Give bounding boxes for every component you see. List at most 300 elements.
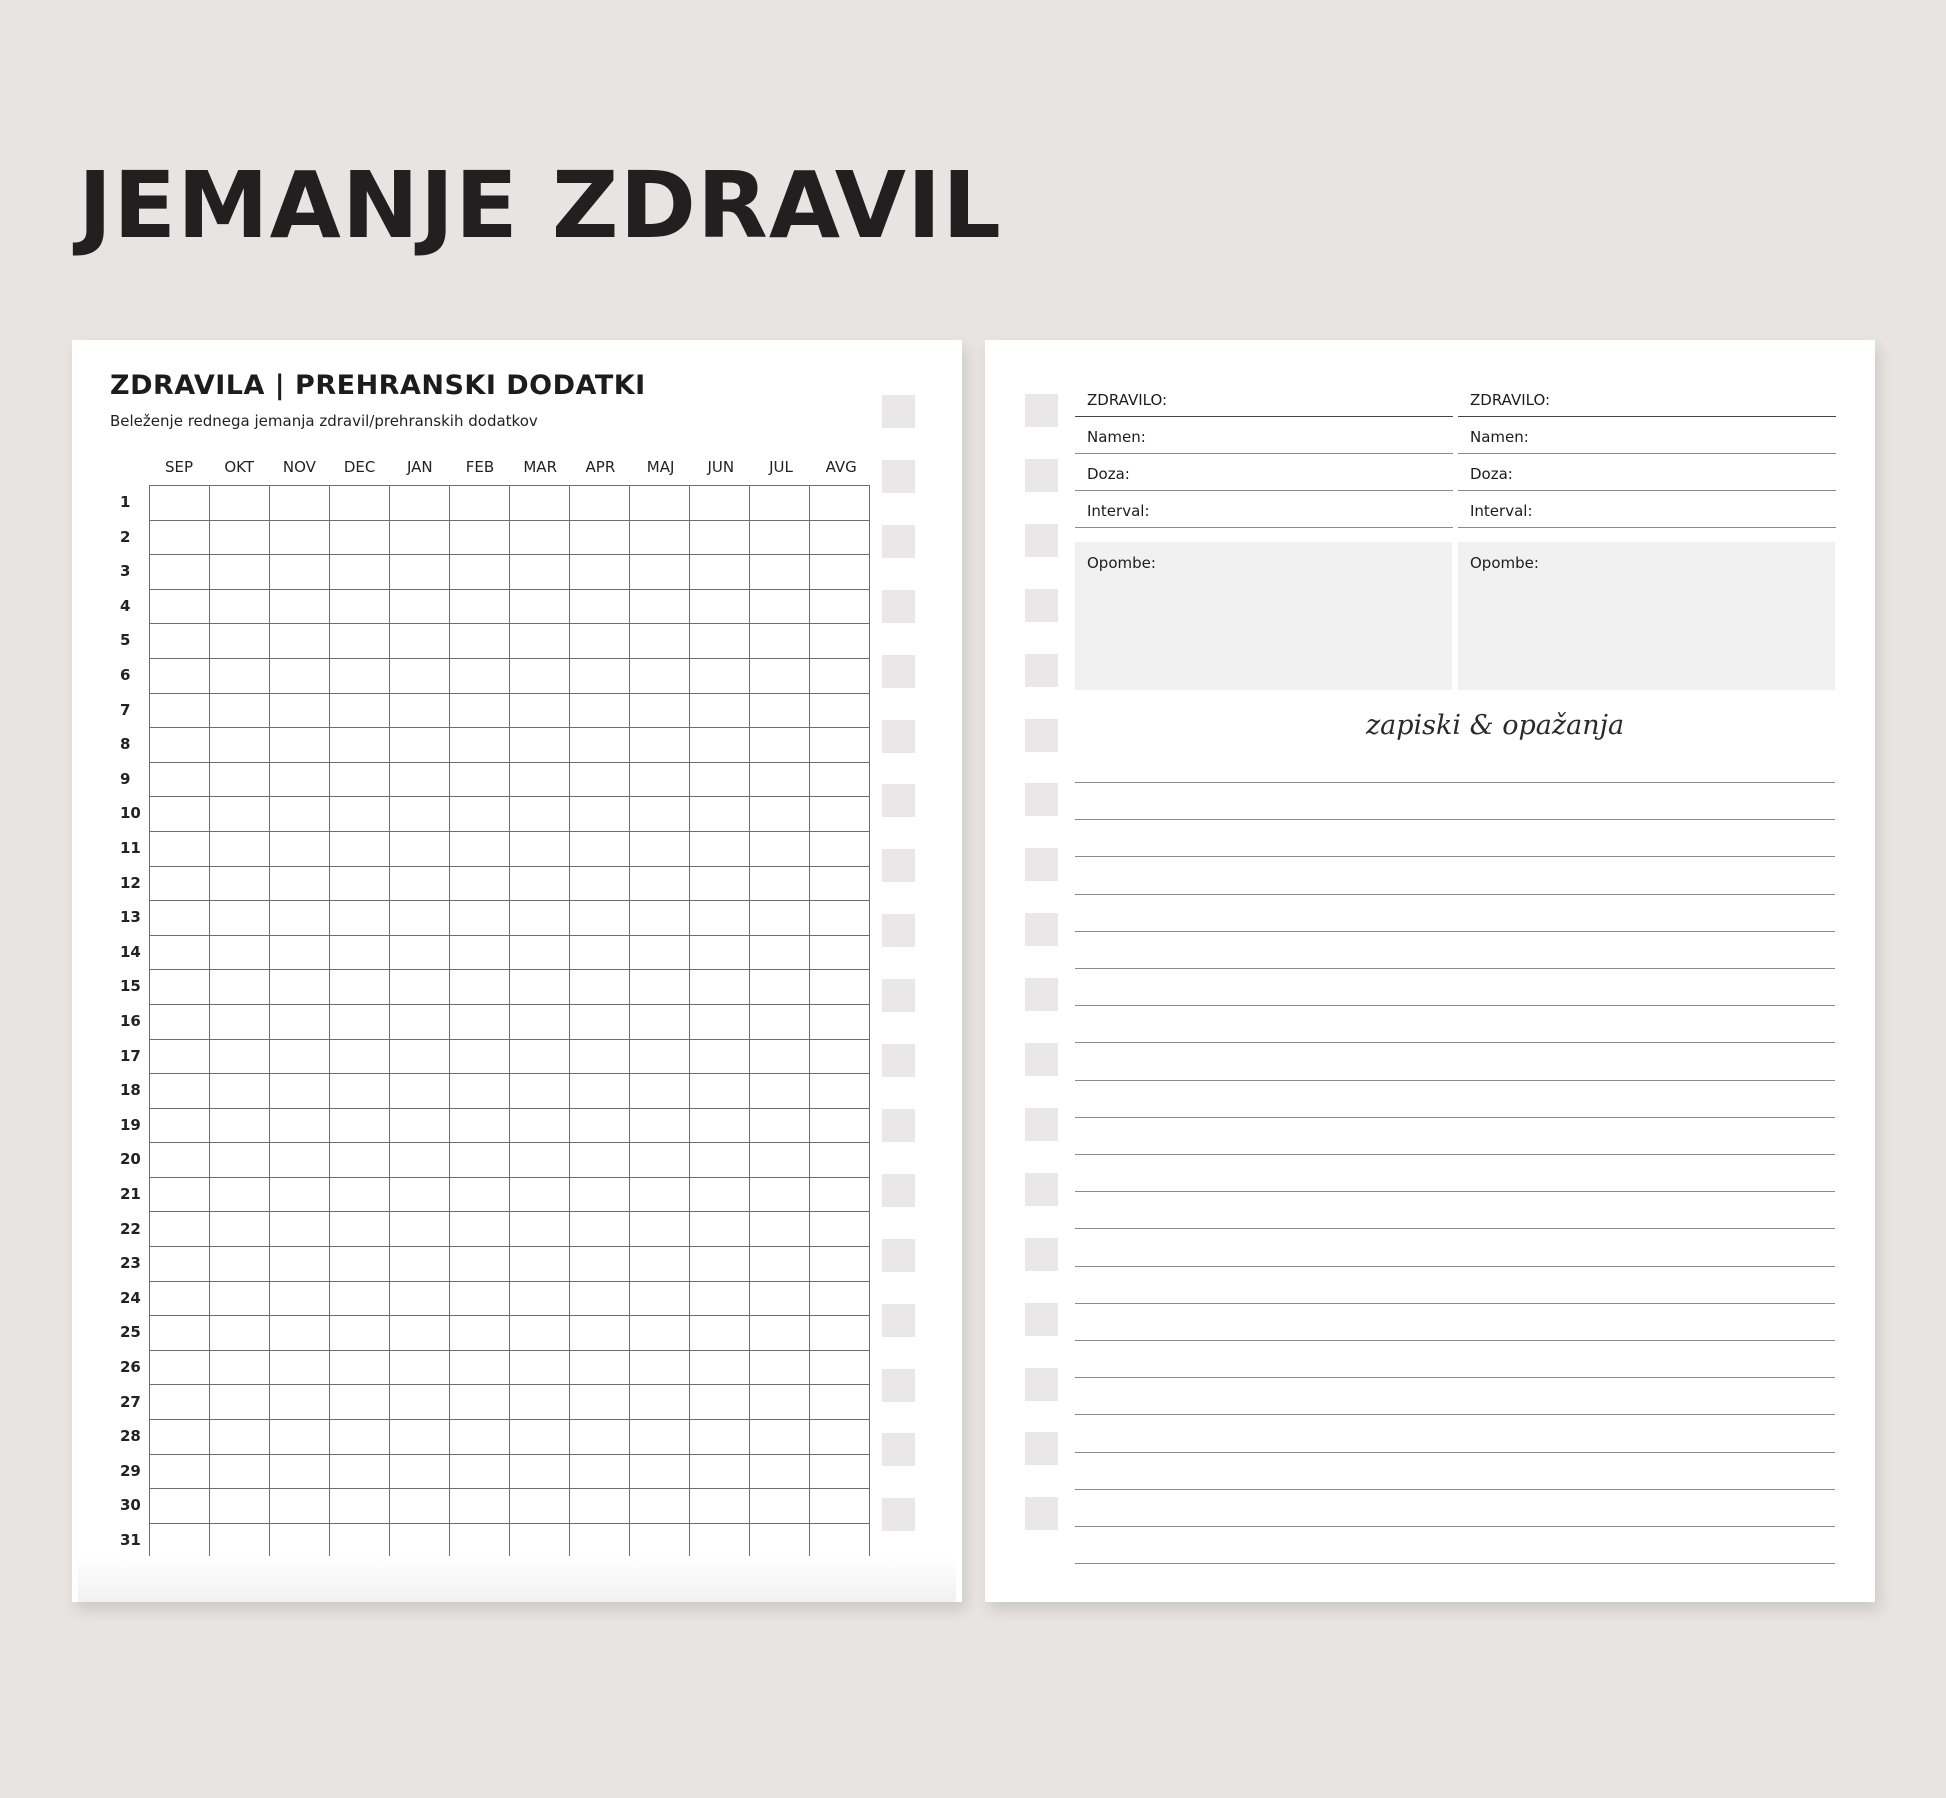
tracker-cell[interactable] — [810, 1247, 870, 1282]
tracker-cell[interactable] — [570, 624, 630, 659]
tracker-cell[interactable] — [750, 866, 810, 901]
ruled-line[interactable] — [1075, 1266, 1835, 1267]
tracker-cell[interactable] — [390, 1420, 450, 1455]
tracker-cell[interactable] — [210, 1420, 270, 1455]
tracker-cell[interactable] — [150, 624, 210, 659]
ruled-line[interactable] — [1075, 931, 1835, 932]
tracker-cell[interactable] — [450, 520, 510, 555]
tracker-cell[interactable] — [810, 1454, 870, 1489]
tracker-cell[interactable] — [510, 486, 570, 521]
tracker-cell[interactable] — [210, 935, 270, 970]
tracker-cell[interactable] — [570, 1281, 630, 1316]
tracker-cell[interactable] — [270, 797, 330, 832]
tracker-cell[interactable] — [810, 901, 870, 936]
tracker-cell[interactable] — [690, 797, 750, 832]
tracker-cell[interactable] — [210, 762, 270, 797]
field-doza[interactable]: Doza: — [1458, 454, 1836, 491]
tracker-cell[interactable] — [390, 555, 450, 590]
tracker-cell[interactable] — [750, 658, 810, 693]
tracker-cell[interactable] — [810, 555, 870, 590]
tracker-cell[interactable] — [150, 901, 210, 936]
tracker-cell[interactable] — [450, 1489, 510, 1524]
tracker-cell[interactable] — [150, 589, 210, 624]
tracker-cell[interactable] — [210, 1523, 270, 1558]
tracker-cell[interactable] — [450, 901, 510, 936]
tracker-cell[interactable] — [750, 1454, 810, 1489]
tracker-cell[interactable] — [150, 1454, 210, 1489]
tracker-cell[interactable] — [390, 658, 450, 693]
tracker-cell[interactable] — [750, 1247, 810, 1282]
tracker-cell[interactable] — [630, 1108, 690, 1143]
tracker-cell[interactable] — [570, 1074, 630, 1109]
tracker-cell[interactable] — [630, 1350, 690, 1385]
tracker-cell[interactable] — [510, 901, 570, 936]
tracker-cell[interactable] — [630, 970, 690, 1005]
notes-box-1[interactable]: Opombe: — [1075, 542, 1452, 690]
tracker-cell[interactable] — [750, 1039, 810, 1074]
tracker-cell[interactable] — [390, 1074, 450, 1109]
notes-box-2[interactable]: Opombe: — [1458, 542, 1835, 690]
tracker-cell[interactable] — [330, 1420, 390, 1455]
tracker-cell[interactable] — [810, 1385, 870, 1420]
tracker-cell[interactable] — [510, 1350, 570, 1385]
tracker-cell[interactable] — [210, 555, 270, 590]
ruled-line[interactable] — [1075, 1452, 1835, 1453]
tracker-cell[interactable] — [750, 624, 810, 659]
tracker-cell[interactable] — [450, 1281, 510, 1316]
tracker-cell[interactable] — [750, 520, 810, 555]
tracker-cell[interactable] — [510, 1212, 570, 1247]
tracker-cell[interactable] — [150, 693, 210, 728]
tracker-cell[interactable] — [210, 1316, 270, 1351]
tracker-cell[interactable] — [690, 520, 750, 555]
tracker-cell[interactable] — [630, 1212, 690, 1247]
tracker-cell[interactable] — [330, 1108, 390, 1143]
tracker-cell[interactable] — [810, 1074, 870, 1109]
tracker-cell[interactable] — [510, 555, 570, 590]
tracker-cell[interactable] — [630, 1385, 690, 1420]
tracker-cell[interactable] — [630, 762, 690, 797]
tracker-cell[interactable] — [390, 1247, 450, 1282]
tracker-cell[interactable] — [510, 866, 570, 901]
tracker-cell[interactable] — [210, 1281, 270, 1316]
tracker-cell[interactable] — [450, 762, 510, 797]
tracker-cell[interactable] — [150, 831, 210, 866]
tracker-cell[interactable] — [570, 1247, 630, 1282]
tracker-cell[interactable] — [570, 1489, 630, 1524]
tracker-cell[interactable] — [330, 589, 390, 624]
tracker-cell[interactable] — [390, 486, 450, 521]
tracker-cell[interactable] — [390, 1039, 450, 1074]
tracker-cell[interactable] — [750, 1143, 810, 1178]
tracker-cell[interactable] — [630, 520, 690, 555]
tracker-cell[interactable] — [270, 1420, 330, 1455]
tracker-cell[interactable] — [390, 728, 450, 763]
tracker-cell[interactable] — [450, 1247, 510, 1282]
tracker-cell[interactable] — [390, 693, 450, 728]
tracker-cell[interactable] — [150, 935, 210, 970]
tracker-cell[interactable] — [390, 1177, 450, 1212]
tracker-cell[interactable] — [690, 1281, 750, 1316]
tracker-cell[interactable] — [810, 1489, 870, 1524]
tracker-cell[interactable] — [630, 693, 690, 728]
tracker-cell[interactable] — [630, 901, 690, 936]
ruled-line[interactable] — [1075, 1340, 1835, 1341]
tracker-cell[interactable] — [690, 1212, 750, 1247]
tracker-cell[interactable] — [390, 866, 450, 901]
tracker-cell[interactable] — [330, 486, 390, 521]
tracker-cell[interactable] — [390, 624, 450, 659]
tracker-cell[interactable] — [690, 658, 750, 693]
tracker-cell[interactable] — [510, 1523, 570, 1558]
tracker-cell[interactable] — [150, 1523, 210, 1558]
tracker-cell[interactable] — [330, 728, 390, 763]
tracker-cell[interactable] — [150, 866, 210, 901]
tracker-cell[interactable] — [510, 1420, 570, 1455]
tracker-cell[interactable] — [270, 1108, 330, 1143]
tracker-cell[interactable] — [270, 901, 330, 936]
tracker-cell[interactable] — [210, 1454, 270, 1489]
tracker-cell[interactable] — [150, 1350, 210, 1385]
tracker-cell[interactable] — [750, 1281, 810, 1316]
tracker-cell[interactable] — [510, 1177, 570, 1212]
tracker-cell[interactable] — [390, 970, 450, 1005]
tracker-cell[interactable] — [450, 555, 510, 590]
tracker-cell[interactable] — [750, 1108, 810, 1143]
tracker-cell[interactable] — [390, 1316, 450, 1351]
ruled-line[interactable] — [1075, 1489, 1835, 1490]
tracker-cell[interactable] — [630, 831, 690, 866]
tracker-cell[interactable] — [450, 1523, 510, 1558]
tracker-cell[interactable] — [750, 1316, 810, 1351]
tracker-cell[interactable] — [570, 1212, 630, 1247]
tracker-cell[interactable] — [330, 831, 390, 866]
tracker-cell[interactable] — [690, 970, 750, 1005]
ruled-line[interactable] — [1075, 1154, 1835, 1155]
tracker-cell[interactable] — [390, 935, 450, 970]
tracker-cell[interactable] — [330, 1039, 390, 1074]
tracker-cell[interactable] — [630, 1281, 690, 1316]
tracker-cell[interactable] — [210, 1074, 270, 1109]
tracker-cell[interactable] — [270, 486, 330, 521]
ruled-line[interactable] — [1075, 1563, 1835, 1564]
tracker-cell[interactable] — [210, 1247, 270, 1282]
tracker-cell[interactable] — [150, 762, 210, 797]
ruled-line[interactable] — [1075, 968, 1835, 969]
ruled-line[interactable] — [1075, 1191, 1835, 1192]
tracker-cell[interactable] — [630, 1039, 690, 1074]
tracker-cell[interactable] — [510, 1108, 570, 1143]
tracker-cell[interactable] — [270, 1489, 330, 1524]
tracker-cell[interactable] — [210, 831, 270, 866]
tracker-cell[interactable] — [630, 658, 690, 693]
tracker-cell[interactable] — [570, 555, 630, 590]
tracker-cell[interactable] — [270, 935, 330, 970]
tracker-cell[interactable] — [570, 1316, 630, 1351]
tracker-cell[interactable] — [150, 1420, 210, 1455]
ruled-line[interactable] — [1075, 894, 1835, 895]
ruled-line[interactable] — [1075, 1303, 1835, 1304]
tracker-cell[interactable] — [210, 624, 270, 659]
field-interval[interactable]: Interval: — [1458, 491, 1836, 528]
tracker-cell[interactable] — [570, 520, 630, 555]
tracker-cell[interactable] — [690, 1247, 750, 1282]
tracker-cell[interactable] — [510, 1247, 570, 1282]
tracker-cell[interactable] — [570, 1385, 630, 1420]
tracker-cell[interactable] — [390, 1489, 450, 1524]
tracker-cell[interactable] — [690, 1316, 750, 1351]
field-zdravilo[interactable]: ZDRAVILO: — [1075, 380, 1453, 417]
tracker-cell[interactable] — [750, 1177, 810, 1212]
tracker-cell[interactable] — [210, 1039, 270, 1074]
tracker-cell[interactable] — [150, 1004, 210, 1039]
tracker-cell[interactable] — [330, 658, 390, 693]
tracker-cell[interactable] — [510, 935, 570, 970]
tracker-cell[interactable] — [210, 658, 270, 693]
tracker-cell[interactable] — [450, 970, 510, 1005]
tracker-cell[interactable] — [210, 589, 270, 624]
tracker-cell[interactable] — [270, 624, 330, 659]
tracker-cell[interactable] — [570, 970, 630, 1005]
tracker-cell[interactable] — [210, 728, 270, 763]
tracker-cell[interactable] — [750, 901, 810, 936]
tracker-cell[interactable] — [150, 1177, 210, 1212]
tracker-cell[interactable] — [150, 1489, 210, 1524]
tracker-cell[interactable] — [270, 1212, 330, 1247]
tracker-cell[interactable] — [330, 520, 390, 555]
tracker-cell[interactable] — [390, 1212, 450, 1247]
tracker-cell[interactable] — [210, 1143, 270, 1178]
tracker-cell[interactable] — [690, 1177, 750, 1212]
tracker-cell[interactable] — [750, 693, 810, 728]
tracker-cell[interactable] — [810, 520, 870, 555]
tracker-cell[interactable] — [630, 1454, 690, 1489]
tracker-cell[interactable] — [330, 762, 390, 797]
tracker-cell[interactable] — [150, 1281, 210, 1316]
tracker-cell[interactable] — [270, 1523, 330, 1558]
tracker-cell[interactable] — [630, 1143, 690, 1178]
tracker-cell[interactable] — [330, 1074, 390, 1109]
tracker-cell[interactable] — [750, 762, 810, 797]
tracker-cell[interactable] — [510, 520, 570, 555]
tracker-cell[interactable] — [150, 520, 210, 555]
tracker-cell[interactable] — [450, 1074, 510, 1109]
ruled-line[interactable] — [1075, 1414, 1835, 1415]
tracker-cell[interactable] — [690, 1074, 750, 1109]
tracker-cell[interactable] — [150, 1143, 210, 1178]
tracker-cell[interactable] — [630, 1316, 690, 1351]
tracker-cell[interactable] — [810, 866, 870, 901]
tracker-cell[interactable] — [690, 901, 750, 936]
tracker-cell[interactable] — [630, 1074, 690, 1109]
tracker-cell[interactable] — [270, 1177, 330, 1212]
tracker-cell[interactable] — [390, 1281, 450, 1316]
tracker-cell[interactable] — [270, 1039, 330, 1074]
tracker-cell[interactable] — [510, 1281, 570, 1316]
ruled-line[interactable] — [1075, 1526, 1835, 1527]
tracker-cell[interactable] — [270, 589, 330, 624]
tracker-cell[interactable] — [750, 728, 810, 763]
tracker-cell[interactable] — [510, 728, 570, 763]
tracker-cell[interactable] — [570, 589, 630, 624]
tracker-cell[interactable] — [510, 658, 570, 693]
tracker-cell[interactable] — [510, 1039, 570, 1074]
tracker-cell[interactable] — [570, 762, 630, 797]
tracker-cell[interactable] — [270, 1454, 330, 1489]
tracker-cell[interactable] — [390, 1350, 450, 1385]
tracker-cell[interactable] — [570, 693, 630, 728]
tracker-cell[interactable] — [690, 831, 750, 866]
tracker-cell[interactable] — [570, 1108, 630, 1143]
tracker-cell[interactable] — [690, 1385, 750, 1420]
tracker-cell[interactable] — [450, 693, 510, 728]
tracker-cell[interactable] — [210, 486, 270, 521]
tracker-cell[interactable] — [210, 901, 270, 936]
tracker-cell[interactable] — [630, 935, 690, 970]
tracker-cell[interactable] — [210, 866, 270, 901]
tracker-cell[interactable] — [750, 589, 810, 624]
tracker-cell[interactable] — [210, 693, 270, 728]
tracker-cell[interactable] — [270, 1316, 330, 1351]
tracker-cell[interactable] — [570, 797, 630, 832]
tracker-cell[interactable] — [450, 1454, 510, 1489]
tracker-cell[interactable] — [630, 486, 690, 521]
tracker-cell[interactable] — [630, 1489, 690, 1524]
tracker-cell[interactable] — [510, 762, 570, 797]
tracker-cell[interactable] — [810, 797, 870, 832]
tracker-cell[interactable] — [390, 797, 450, 832]
tracker-cell[interactable] — [570, 1454, 630, 1489]
tracker-cell[interactable] — [750, 1523, 810, 1558]
tracker-cell[interactable] — [570, 1350, 630, 1385]
tracker-cell[interactable] — [810, 1316, 870, 1351]
tracker-cell[interactable] — [810, 970, 870, 1005]
tracker-cell[interactable] — [630, 1247, 690, 1282]
tracker-cell[interactable] — [450, 1039, 510, 1074]
tracker-cell[interactable] — [750, 1212, 810, 1247]
ruled-line[interactable] — [1075, 1005, 1835, 1006]
tracker-cell[interactable] — [810, 831, 870, 866]
tracker-cell[interactable] — [210, 1489, 270, 1524]
tracker-cell[interactable] — [150, 658, 210, 693]
tracker-cell[interactable] — [270, 866, 330, 901]
tracker-cell[interactable] — [810, 1420, 870, 1455]
tracker-cell[interactable] — [270, 1143, 330, 1178]
tracker-cell[interactable] — [150, 486, 210, 521]
tracker-cell[interactable] — [690, 1420, 750, 1455]
tracker-cell[interactable] — [510, 589, 570, 624]
tracker-cell[interactable] — [510, 1316, 570, 1351]
tracker-cell[interactable] — [390, 1385, 450, 1420]
tracker-cell[interactable] — [390, 1143, 450, 1178]
tracker-cell[interactable] — [810, 1281, 870, 1316]
tracker-cell[interactable] — [750, 1074, 810, 1109]
tracker-cell[interactable] — [270, 1074, 330, 1109]
tracker-cell[interactable] — [570, 1420, 630, 1455]
tracker-cell[interactable] — [390, 831, 450, 866]
tracker-cell[interactable] — [330, 1004, 390, 1039]
field-namen[interactable]: Namen: — [1458, 417, 1836, 454]
tracker-cell[interactable] — [330, 970, 390, 1005]
tracker-cell[interactable] — [690, 762, 750, 797]
tracker-cell[interactable] — [810, 486, 870, 521]
tracker-cell[interactable] — [750, 1420, 810, 1455]
tracker-cell[interactable] — [570, 658, 630, 693]
tracker-cell[interactable] — [750, 1489, 810, 1524]
tracker-cell[interactable] — [150, 797, 210, 832]
tracker-cell[interactable] — [810, 658, 870, 693]
tracker-cell[interactable] — [270, 555, 330, 590]
tracker-cell[interactable] — [150, 728, 210, 763]
ruled-line[interactable] — [1075, 1228, 1835, 1229]
tracker-cell[interactable] — [750, 555, 810, 590]
tracker-cell[interactable] — [450, 486, 510, 521]
tracker-cell[interactable] — [810, 624, 870, 659]
tracker-cell[interactable] — [450, 1143, 510, 1178]
ruled-line[interactable] — [1075, 1117, 1835, 1118]
tracker-cell[interactable] — [630, 589, 690, 624]
tracker-cell[interactable] — [330, 797, 390, 832]
tracker-cell[interactable] — [690, 589, 750, 624]
tracker-cell[interactable] — [750, 831, 810, 866]
tracker-cell[interactable] — [210, 1350, 270, 1385]
tracker-cell[interactable] — [690, 1143, 750, 1178]
field-zdravilo[interactable]: ZDRAVILO: — [1458, 380, 1836, 417]
tracker-cell[interactable] — [330, 1316, 390, 1351]
field-doza[interactable]: Doza: — [1075, 454, 1453, 491]
tracker-cell[interactable] — [510, 1143, 570, 1178]
tracker-cell[interactable] — [630, 728, 690, 763]
tracker-cell[interactable] — [450, 589, 510, 624]
tracker-cell[interactable] — [810, 935, 870, 970]
tracker-cell[interactable] — [450, 1108, 510, 1143]
tracker-cell[interactable] — [510, 693, 570, 728]
tracker-cell[interactable] — [390, 1454, 450, 1489]
tracker-cell[interactable] — [750, 935, 810, 970]
tracker-cell[interactable] — [150, 1316, 210, 1351]
tracker-cell[interactable] — [750, 970, 810, 1005]
tracker-cell[interactable] — [570, 1004, 630, 1039]
tracker-cell[interactable] — [690, 866, 750, 901]
tracker-cell[interactable] — [510, 831, 570, 866]
tracker-cell[interactable] — [210, 1177, 270, 1212]
tracker-cell[interactable] — [390, 1004, 450, 1039]
tracker-cell[interactable] — [510, 1489, 570, 1524]
tracker-cell[interactable] — [450, 1385, 510, 1420]
tracker-cell[interactable] — [690, 1454, 750, 1489]
tracker-cell[interactable] — [270, 1004, 330, 1039]
tracker-cell[interactable] — [630, 555, 690, 590]
tracker-cell[interactable] — [210, 520, 270, 555]
tracker-cell[interactable] — [330, 1350, 390, 1385]
tracker-cell[interactable] — [150, 1385, 210, 1420]
tracker-cell[interactable] — [270, 728, 330, 763]
tracker-cell[interactable] — [270, 970, 330, 1005]
tracker-cell[interactable] — [690, 1039, 750, 1074]
tracker-cell[interactable] — [810, 1143, 870, 1178]
tracker-cell[interactable] — [270, 520, 330, 555]
tracker-cell[interactable] — [630, 624, 690, 659]
tracker-cell[interactable] — [810, 693, 870, 728]
tracker-cell[interactable] — [210, 1212, 270, 1247]
tracker-cell[interactable] — [330, 1281, 390, 1316]
tracker-cell[interactable] — [630, 797, 690, 832]
tracker-cell[interactable] — [450, 1004, 510, 1039]
tracker-cell[interactable] — [570, 935, 630, 970]
tracker-cell[interactable] — [510, 970, 570, 1005]
tracker-cell[interactable] — [270, 1247, 330, 1282]
tracker-cell[interactable] — [330, 901, 390, 936]
